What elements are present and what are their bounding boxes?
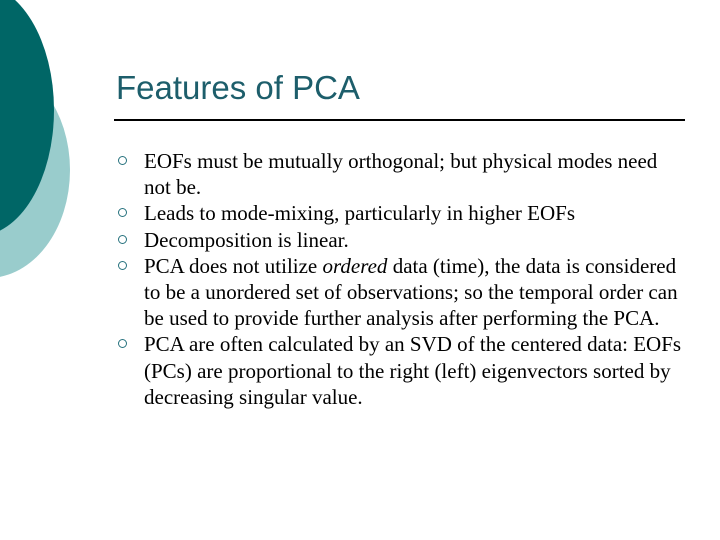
title-divider <box>114 119 685 121</box>
bullet-item <box>118 253 688 332</box>
hollow-circle-bullet-icon <box>118 339 127 348</box>
bullet-item <box>118 227 688 253</box>
bullet-text-end: data (time), the data is considered to be a unordered set of observations; so the temporal order can be used to provide further analysis after performing the PCA. <box>144 253 678 331</box>
bullet-text: PCA are often calculated by an SVD of the centered data: EOFs (PCs) are proportional to the right (left) eigenvectors sorted by decreasing singular value. <box>144 332 682 409</box>
hollow-circle-bullet-icon <box>118 235 127 244</box>
hollow-circle-bullet-icon <box>118 261 127 270</box>
bullet-item <box>118 148 688 200</box>
hollow-circle-bullet-icon <box>118 156 127 165</box>
bullet-text: Leads to mode-mixing, particularly in higher EOFs <box>144 201 575 226</box>
bullet-list <box>118 148 688 410</box>
slide-title: Features of PCA <box>116 69 360 106</box>
decorative-circles <box>0 0 120 300</box>
bullet-text: EOFs must be mutually orthogonal; but physical modes need not be. <box>144 149 658 200</box>
bullet-item <box>118 331 688 410</box>
bullet-emphasis: ordered <box>322 253 388 278</box>
bullet-text: Decomposition is linear. <box>144 227 349 252</box>
bullet-item <box>118 200 688 226</box>
bullet-text-start: PCA does not utilize <box>144 253 323 278</box>
hollow-circle-bullet-icon <box>118 208 127 217</box>
